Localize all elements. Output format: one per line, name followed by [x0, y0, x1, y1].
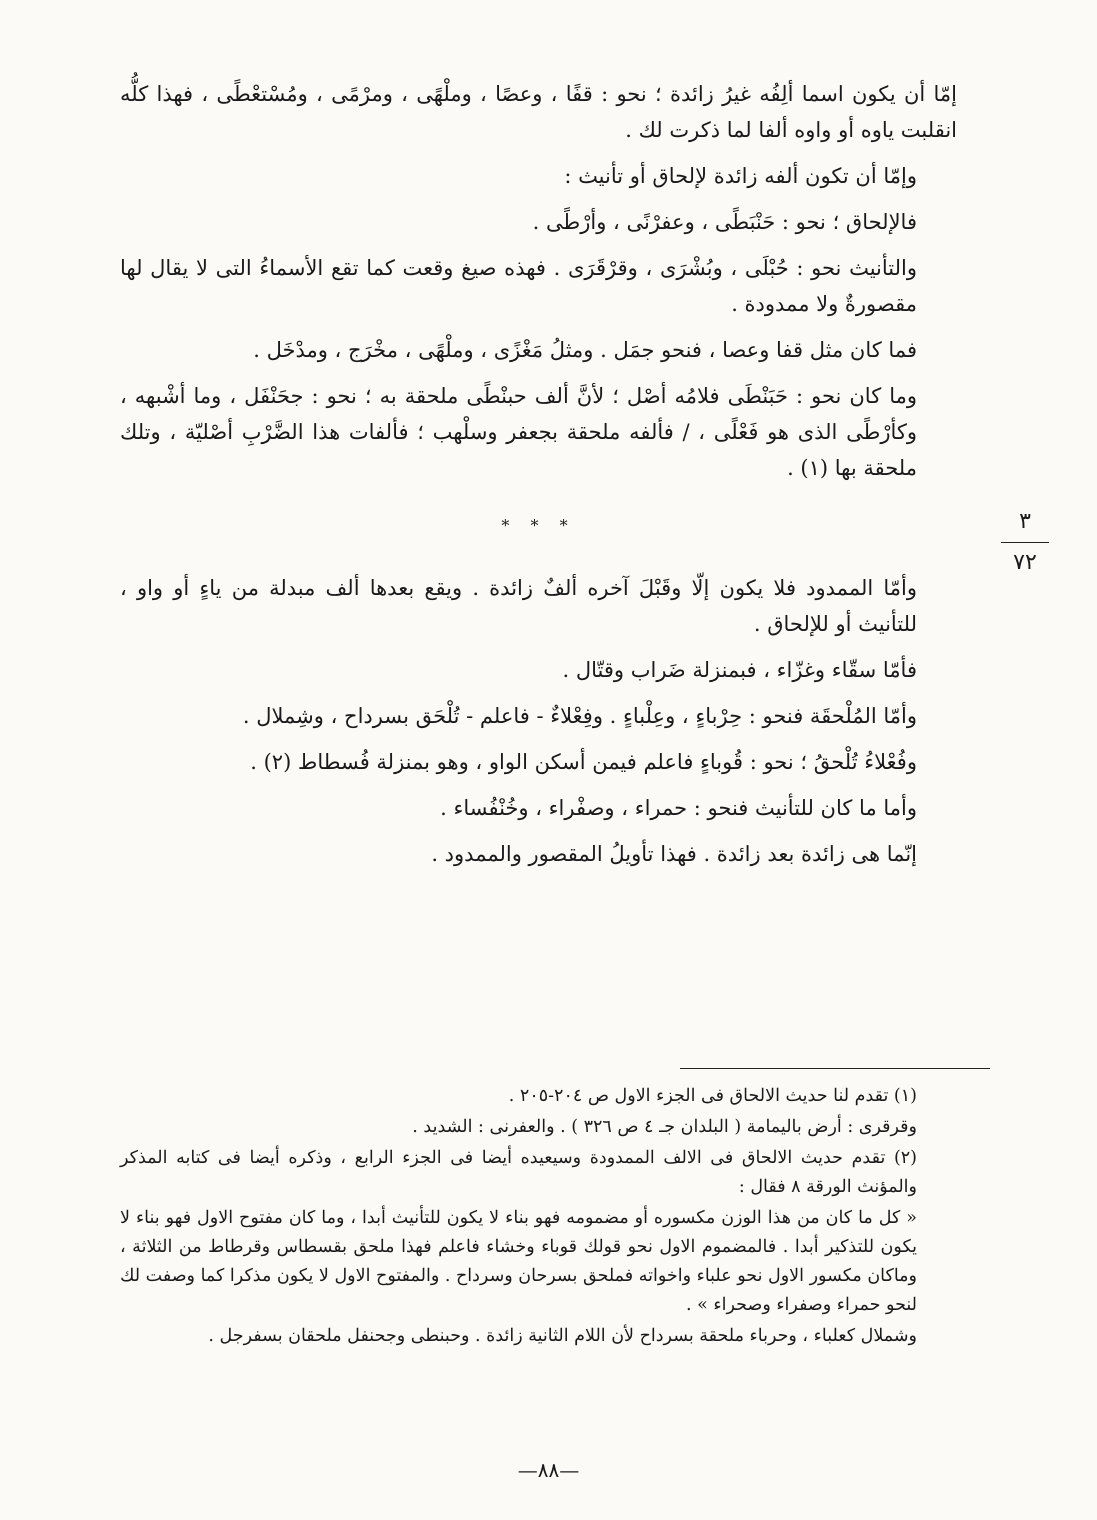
- footnote-2-cont: وشملال كعلباء ، وحرباء ملحقة بسرداح لأن اللام الثانية زائدة . وحبنطى وجحنفل ملحقان بسفرجل .: [208, 1326, 917, 1346]
- paragraph-2: وإمّا أن تكون ألفه زائدة لإلحاق أو تأنيث :: [564, 164, 917, 188]
- paragraph-3: فالإلحاق ؛ نحو : حَنْبَطًى ، وعفرْنًى ، وأرْطًى .: [532, 210, 917, 234]
- paragraph-7: وأمّا الممدود فلا يكون إلّا وقَبْلَ آخره ألفٌ زائدة . ويقع بعدها ألف مبدلة من ياءٍ أو واو ، للتأنيث أو للإلحاق .: [120, 576, 917, 636]
- paragraph-12: إنّما هى زائدة بعد زائدة . فهذا تأويلُ المقصور والممدود .: [431, 842, 917, 866]
- paragraph-9: وأمّا المُلْحقَة فنحو : حِرْباءٍ ، وعِلْباءٍ . وفِعْلاءٌ - فاعلم - تُلْحَق بسرداح ، وشِملال .: [242, 704, 917, 728]
- paragraph-1: إمّا أن يكون اسما ألِفُه غيرُ زائدة ؛ نحو : قفًا ، وعصًا ، وملْهًى ، ومرْمًى ، ومُسْتعْطًى ، فهذا كلُّه انقلبت ياوه أو واوه ألفا لما ذكرت لك .: [120, 82, 957, 142]
- footnotes: [120, 1082, 957, 1353]
- marker-page: ٧٢: [1013, 550, 1037, 575]
- section-separator: * * *: [501, 516, 576, 535]
- paragraph-4: والتأنيث نحو : حُبْلَى ، وبُشْرَى ، وقرْقَرَى . فهذه صيغ وقعت كما تقع الأسماءُ التى لا يقال لها مقصورةٌ ولا ممدودة .: [120, 256, 917, 316]
- footnote-2: (٢) تقدم حديث الالحاق فى الالف الممدودة وسيعيده أيضا فى الجزء الرابع ، وذكره أيضا فى كتابه المذكر والمؤنث الورقة ٨ فقال :: [120, 1148, 917, 1197]
- footnote-rule: [680, 1068, 990, 1069]
- paragraph-11: وأما ما كان للتأنيث فنحو : حمراء ، وصفْراء ، وخُنْفُساء .: [440, 796, 917, 820]
- paragraph-10: وفُعْلاءُ تُلْحقُ ؛ نحو : قُوباءٍ فاعلم فيمن أسكن الواو ، وهو بمنزلة فُسطاط (٢) .: [250, 750, 917, 774]
- footnote-1-cont: وقرقرى : أرض باليمامة ( البلدان جـ ٤ ص ٣٢٦ ) . والعفرنى : الشديد .: [412, 1117, 917, 1137]
- paragraph-5: فما كان مثل قفا وعصا ، فنحو جمَل . ومثلُ مَغْزًى ، وملْهًى ، مخْرَج ، ومدْخَل .: [253, 338, 917, 362]
- footnote-1: (١) تقدم لنا حديث الالحاق فى الجزء الاول ص ٢٠٤-٢٠٥ .: [508, 1086, 917, 1106]
- paragraph-8: فأمّا سقّاء وغزّاء ، فبمنزلة ضَراب وقتّال .: [562, 658, 917, 682]
- margin-page-marker: [997, 508, 1053, 577]
- page-number: —٨٨—: [517, 1458, 580, 1482]
- marker-divider: [1001, 542, 1049, 543]
- marker-volume: ٣: [1019, 509, 1031, 534]
- paragraph-6: وما كان نحو : حَبَنْطَى فلامُه أصْل ؛ لأنَّ ألف حبنْطًى ملحقة به ؛ نحو : جحَنْفَل ، وما أشْبهه ، وكأرْطًى الذى هو فَعْلًى ، / فألفه ملحقة بجعفر وسلْهب ؛ فألفات هذا الضَّرْبِ أصْليّة ، وتلك ملحقة بها (١) .: [120, 384, 917, 480]
- footnote-2-quote: « كل ما كان من هذا الوزن مكسوره أو مضمومه فهو بناء لا يكون للتأنيث أبدا ، وما كان مفتوح الاول فهو بناء لا يكون للتذكير أبدا . فالمضموم الاول نحو قولك قوباء وخشاء فاعلم فهذا ملحق بقسطاس وقرطاط من الثلاثة ، وماكان مكسور الاول نحو علباء واخواته فملحق بسرحان وسرداح . والمفتوح الاول لا يكون مذكرا كما وصفت لك لنحو حمراء وصفراء وصحراء » .: [120, 1208, 917, 1315]
- main-text: [120, 76, 957, 882]
